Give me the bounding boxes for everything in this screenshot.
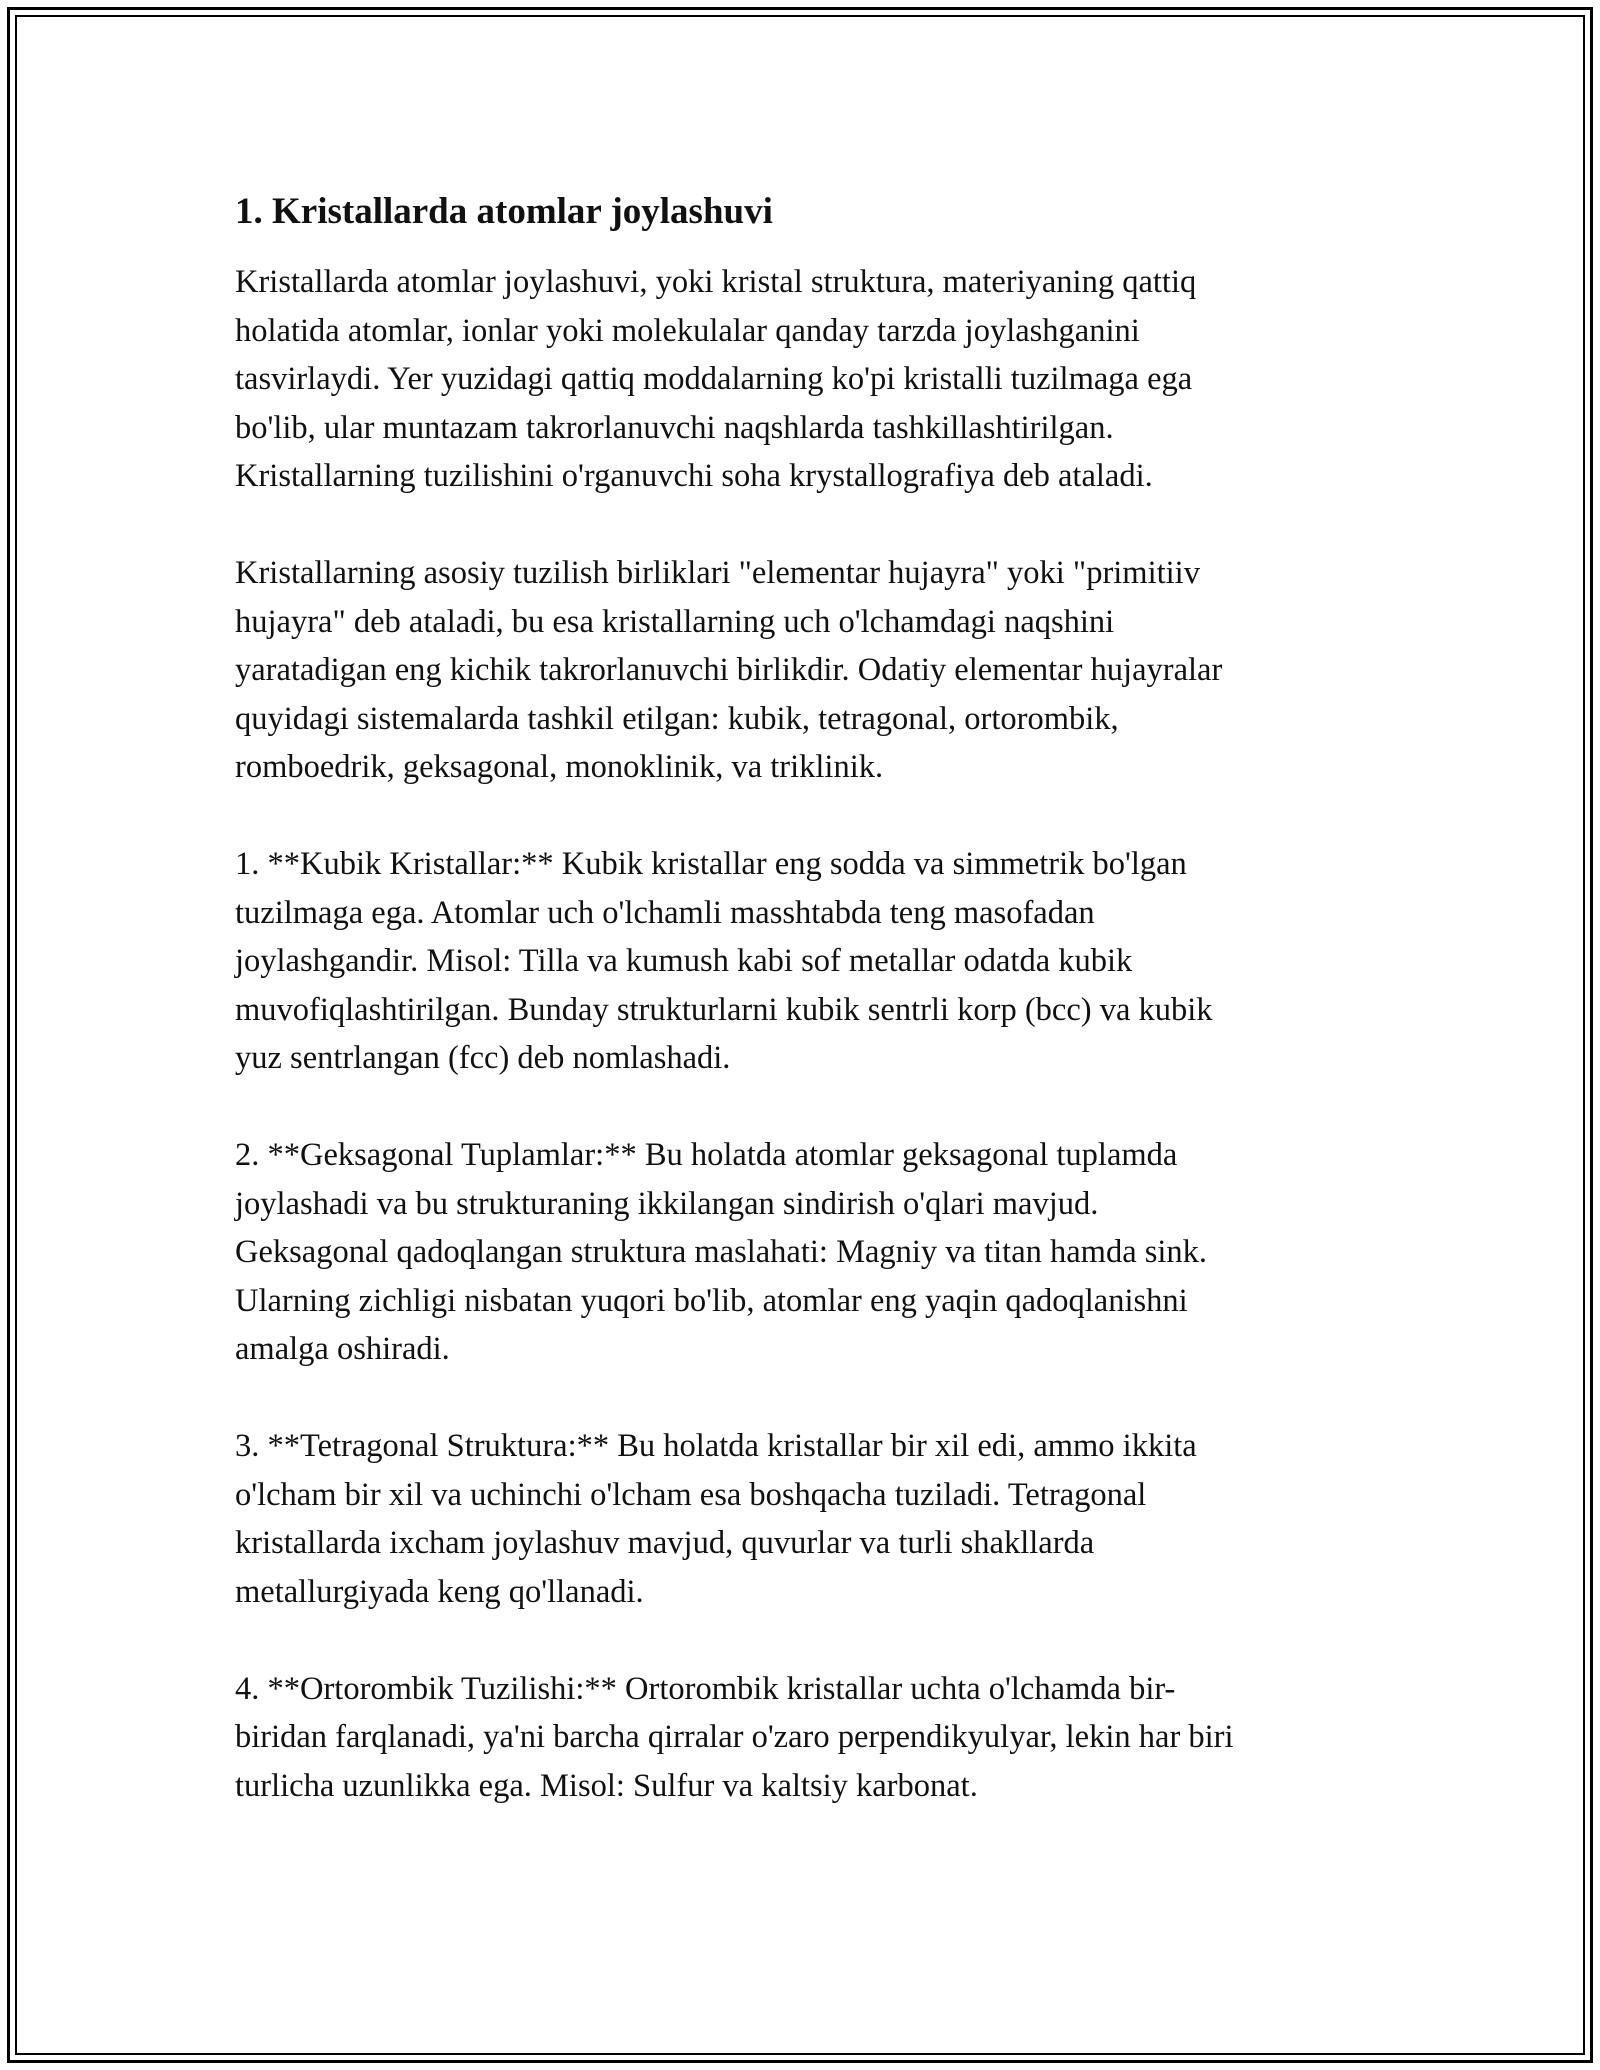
text-line: muvofiqlashtirilgan. Bunday strukturlarni kubik sentrli korp (bcc) va kubik bbox=[235, 991, 1213, 1028]
text-line: yaratadigan eng kichik takrorlanuvchi birlikdir. Odatiy elementar hujayralar bbox=[235, 652, 1223, 688]
text-line: 4. **Ortorombik Tuzilishi:** Ortorombik kristallar uchta o'lchamda bir- bbox=[235, 1670, 1176, 1707]
text-line: tuzilmaga ega. Atomlar uch o'lchamli masshtabda teng masofadan bbox=[235, 894, 1095, 931]
text-line: joylashgandir. Misol: Tilla va kumush kabi sof metallar odatda kubik bbox=[235, 943, 1133, 979]
text-line: yuz sentrlangan (fcc) deb nomlashadi. bbox=[235, 1040, 731, 1076]
text-line: holatida atomlar, ionlar yoki molekulalar qanday tarzda joylashganini bbox=[235, 312, 1140, 349]
text-line: o'lcham bir xil va uchinchi o'lcham esa boshqacha tuziladi. Tetragonal bbox=[235, 1476, 1147, 1513]
text-line: turlicha uzunlikka ega. Misol: Sulfur va kaltsiy karbonat. bbox=[235, 1767, 978, 1804]
document-title: 1. Kristallarda atomlar joylashuvi bbox=[235, 191, 773, 232]
text-line: Kristallarning tuzilishini o'rganuvchi soha krystallografiya deb ataladi. bbox=[235, 458, 1153, 494]
text-line: biridan farqlanadi, ya'ni barcha qirralar o'zaro perpendikyulyar, lekin har biri bbox=[235, 1719, 1234, 1755]
paragraph-orthorhombic bbox=[235, 1665, 1395, 1811]
text-line: 1. **Kubik Kristallar:** Kubik kristallar eng sodda va simmetrik bo'lgan bbox=[235, 846, 1187, 882]
paragraph-unit-cell bbox=[235, 549, 1395, 792]
text-line: Geksagonal qadoqlangan struktura maslahati: Magniy va titan hamda sink. bbox=[235, 1234, 1208, 1270]
text-line: metallurgiyada keng qo'llanadi. bbox=[235, 1573, 644, 1610]
text-line: Kristallarda atomlar joylashuvi, yoki kristal struktura, materiyaning qattiq bbox=[235, 264, 1197, 300]
text-line: joylashadi va bu strukturaning ikkilangan sindirish o'qlari mavjud. bbox=[235, 1185, 1099, 1222]
paragraph-intro bbox=[235, 258, 1395, 501]
text-line: Ularning zichligi nisbatan yuqori bo'lib, atomlar eng yaqin qadoqlanishni bbox=[235, 1282, 1188, 1319]
text-line: kristallarda ixcham joylashuv mavjud, quvurlar va turli shakllarda bbox=[235, 1525, 1095, 1561]
document-page bbox=[235, 188, 1395, 1859]
text-line: amalga oshiradi. bbox=[235, 1331, 450, 1367]
text-line: bo'lib, ular muntazam takrorlanuvchi naqshlarda tashkillashtirilgan. bbox=[235, 409, 1114, 446]
text-line: tasvirlaydi. Yer yuzidagi qattiq moddalarning ko'pi kristalli tuzilmaga ega bbox=[235, 361, 1193, 397]
paragraph-tetragonal bbox=[235, 1422, 1395, 1616]
text-line: Kristallarning asosiy tuzilish birliklari "elementar hujayra" yoki "primitiiv bbox=[235, 555, 1200, 591]
text-line: 3. **Tetragonal Struktura:** Bu holatda kristallar bir xil edi, ammo ikkita bbox=[235, 1428, 1197, 1464]
text-line: romboedrik, geksagonal, monoklinik, va triklinik. bbox=[235, 749, 884, 785]
paragraph-cubic bbox=[235, 840, 1395, 1083]
paragraph-hexagonal bbox=[235, 1131, 1395, 1374]
text-line: 2. **Geksagonal Tuplamlar:** Bu holatda atomlar geksagonal tuplamda bbox=[235, 1137, 1178, 1173]
text-line: hujayra" deb ataladi, bu esa kristallarning uch o'lchamdagi naqshini bbox=[235, 603, 1115, 640]
text-line: quyidagi sistemalarda tashkil etilgan: kubik, tetragonal, ortorombik, bbox=[235, 700, 1119, 737]
